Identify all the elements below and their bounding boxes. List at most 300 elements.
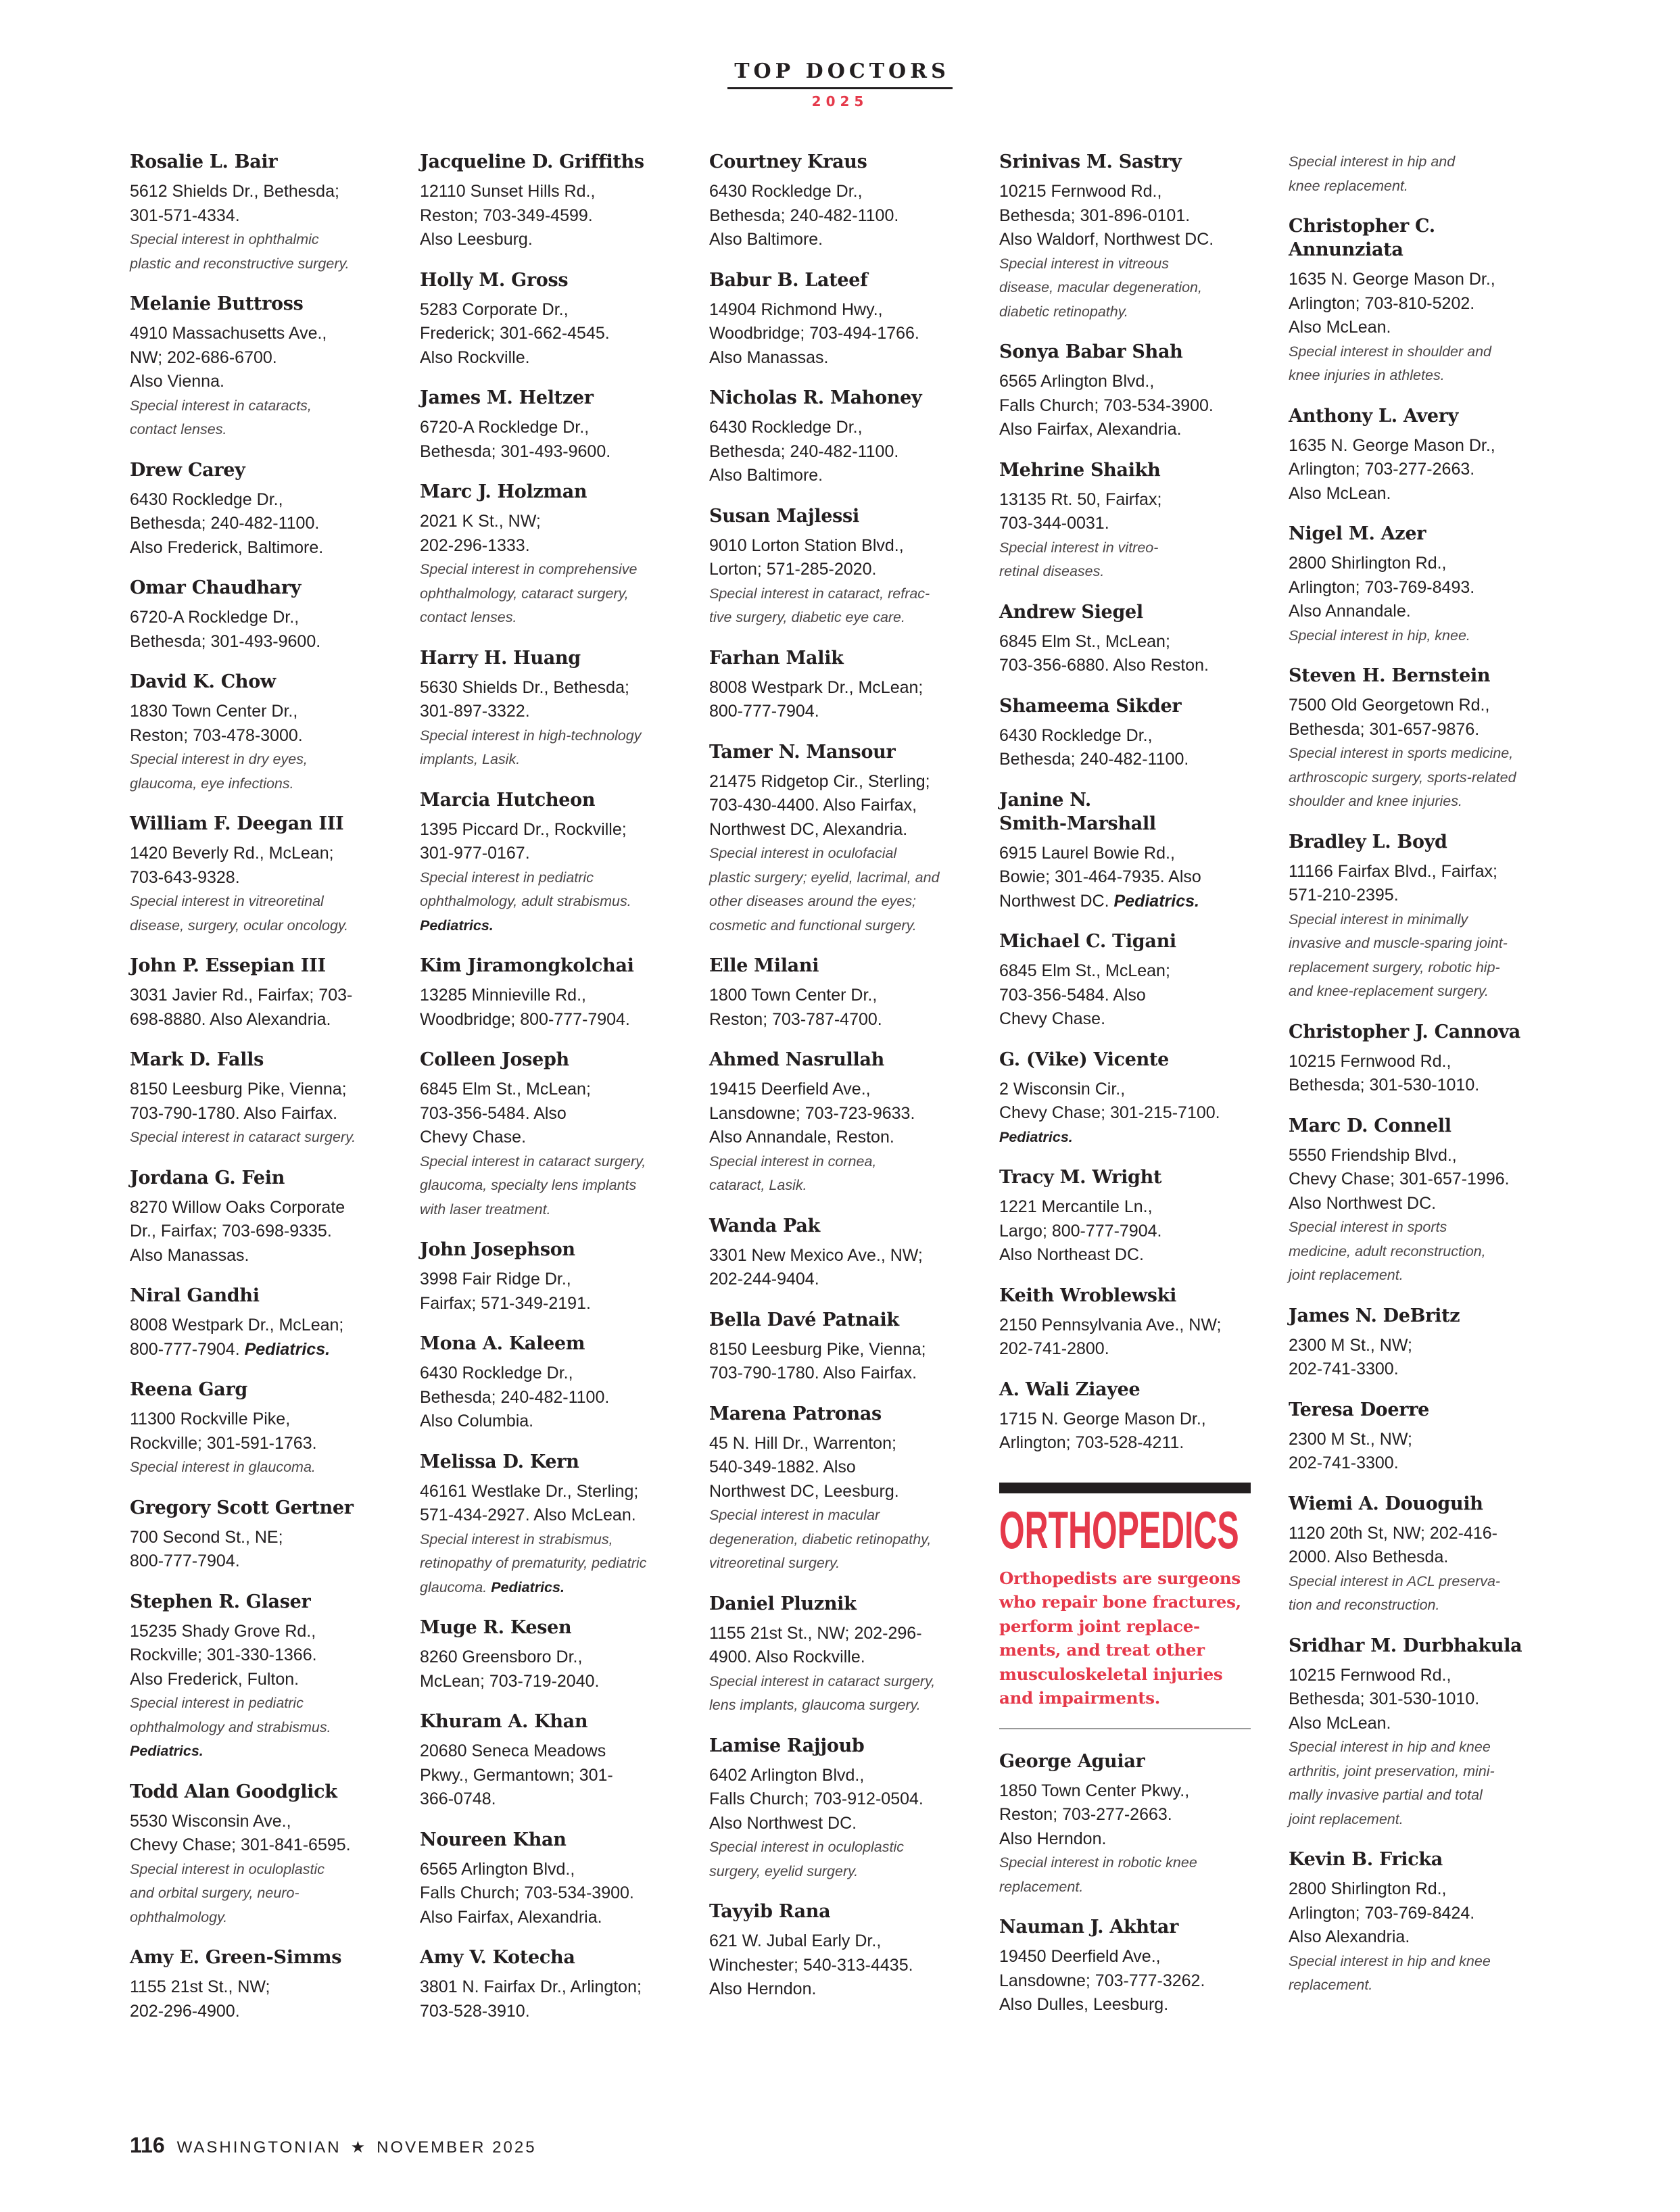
doctor-specialty <box>709 1835 969 1883</box>
doctor-specialty <box>1289 1216 1549 1288</box>
doctor-address <box>130 488 390 560</box>
doctor-address <box>1289 268 1549 340</box>
doctor-entry <box>130 1284 390 1362</box>
doctor-name: Bella Davé Patnaik <box>709 1309 899 1330</box>
column-1 <box>130 150 390 2040</box>
doctor-entry <box>420 150 680 252</box>
address-text: 6430 Rockledge Dr., Bethesda; 240-482-1100. Also Baltimore. <box>709 182 899 249</box>
doctor-entry <box>420 1238 680 1316</box>
doctor-specialty <box>130 394 390 442</box>
doctor-specialty <box>130 1126 390 1150</box>
doctor-specialty <box>1289 340 1549 388</box>
doctor-address <box>420 298 680 370</box>
doctor-name: Melissa D. Kern <box>420 1451 579 1472</box>
doctor-entry <box>999 340 1259 442</box>
doctor-entry <box>420 1332 680 1434</box>
specialty-text: Special interest in vitreoretinal disease, surgery, ocular oncology. <box>130 893 349 934</box>
doctor-specialty <box>1289 1570 1549 1618</box>
doctor-address <box>999 724 1259 772</box>
address-text: 21475 Ridgetop Cir., Sterling; 703-430-4400. Also Fairfax, Northwest DC, Alexandria. <box>709 771 930 839</box>
specialty-text: Special interest in high-technology implants, Lasik. <box>420 727 642 767</box>
doctor-name: Lamise Rajjoub <box>709 1735 865 1756</box>
doctor-name: George Aguiar <box>999 1750 1145 1772</box>
doctor-address <box>709 1622 969 1670</box>
doctor-name: Marcia Hutcheon <box>420 789 596 811</box>
doctor-name: Susan Majlessi <box>709 505 859 527</box>
doctor-name: Gregory Scott Gertner <box>130 1497 354 1518</box>
doctor-name: Colleen Joseph <box>420 1049 569 1070</box>
doctor-address <box>1289 1428 1549 1476</box>
doctor-entry <box>130 812 390 938</box>
doctor-address <box>1289 1144 1549 1216</box>
address-text: 6430 Rockledge Dr., Bethesda; 240-482-1100. Also Columbia. <box>420 1364 610 1430</box>
issue-date: NOVEMBER 2025 <box>377 2138 537 2157</box>
doctor-address <box>999 959 1259 1032</box>
doctor-address <box>999 1408 1259 1456</box>
doctor-entry <box>709 1900 969 2002</box>
doctor-address <box>1289 552 1549 624</box>
doctor-entry <box>130 1048 390 1150</box>
address-text: 1800 Town Center Dr., Reston; 703-787-4700. <box>709 986 882 1029</box>
doctor-specialty <box>420 1528 680 1600</box>
doctor-entry <box>130 954 390 1032</box>
doctor-specialty <box>130 748 390 796</box>
doctor-address <box>999 370 1259 442</box>
address-text: 11166 Fairfax Blvd., Fairfax; 571-210-2395. <box>1289 861 1497 905</box>
address-text: 5283 Corporate Dr., Frederick; 301-662-4545. Also Rockville. <box>420 299 610 367</box>
doctor-address <box>420 676 680 724</box>
specialty-text: Special interest in oculofacial plastic surgery; eyelid, lacrimal, and other diseases around the eyes; cosmetic and functional surgery. <box>709 845 940 934</box>
specialty-text: Special interest in minimally invasive and muscle-sparing joint- replacement surgery, robotic hip- and knee-replacement surgery. <box>1289 911 1508 999</box>
address-text: 8008 Westpark Dr., McLean; 800-777-7904. <box>130 1316 344 1359</box>
doctor-specialty <box>420 724 680 772</box>
doctor-name: Niral Gandhi <box>130 1285 260 1306</box>
continued-entry <box>1289 150 1549 198</box>
address-text: 6720-A Rockledge Dr., Bethesda; 301-493-9600. <box>420 418 611 461</box>
address-text: 6720-A Rockledge Dr., Bethesda; 301-493-9600. <box>130 608 321 651</box>
doctor-specialty <box>130 1858 390 1930</box>
address-text: 19450 Deerfield Ave., Lansdowne; 703-777-3262. Also Dulles, Leesburg. <box>999 1947 1205 2014</box>
address-text: 5630 Shields Dr., Bethesda; 301-897-3322. <box>420 677 629 721</box>
address-text: 3998 Fair Ridge Dr., Fairfax; 571-349-2191. <box>420 1270 591 1313</box>
address-text: 8008 Westpark Dr., McLean; 800-777-7904. <box>709 677 923 721</box>
doctor-specialty <box>1289 624 1549 648</box>
doctor-entry <box>709 1048 969 1198</box>
doctor-address <box>999 630 1259 678</box>
pediatrics-badge: Pediatrics. <box>999 1128 1073 1145</box>
address-text: 2021 K St., NW; 202-296-1333. <box>420 512 541 555</box>
doctor-specialty <box>420 866 680 938</box>
doctor-specialty <box>1289 1735 1549 1831</box>
address-text: 13285 Minnieville Rd., Woodbridge; 800-777-7904. <box>420 986 630 1029</box>
doctor-name: Ahmed Nasrullah <box>709 1049 884 1070</box>
doctor-name: Amy V. Kotecha <box>420 1947 575 1968</box>
doctor-name: Amy E. Green-Simms <box>130 1947 342 1968</box>
doctor-address <box>130 322 390 394</box>
address-text: 2300 M St., NW; 202-741-3300. <box>1289 1335 1412 1378</box>
address-text: 19415 Deerfield Ave., Lansdowne; 703-723-9633. Also Annandale, Reston. <box>709 1080 915 1147</box>
address-text: 1395 Piccard Dr., Rockville; 301-977-0167. <box>420 819 627 863</box>
doctor-address <box>999 842 1259 914</box>
specialty-text: Special interest in pediatric ophthalmology, adult strabismus. <box>420 869 631 909</box>
doctor-name: Teresa Doerre <box>1289 1399 1430 1420</box>
doctor-address <box>130 1810 390 1858</box>
doctor-entry <box>999 150 1259 324</box>
doctor-entry <box>1289 1114 1549 1288</box>
column-2 <box>420 150 680 2040</box>
address-text: 4910 Massachusetts Ave., NW; 202-686-6700. Also Vienna. <box>130 324 327 391</box>
doctor-name: Christopher J. Cannova <box>1289 1021 1520 1042</box>
doctor-address <box>130 1408 390 1456</box>
doctor-entry <box>130 1780 390 1930</box>
doctor-address <box>709 1244 969 1292</box>
doctor-entry <box>1289 1492 1549 1618</box>
section-year: 2025 <box>811 93 869 110</box>
specialty-text: Special interest in sports medicine, adult reconstruction, joint replacement. <box>1289 1219 1486 1283</box>
magazine-name: WASHINGTONIAN <box>176 2138 341 2157</box>
doctor-name: Steven H. Bernstein <box>1289 665 1491 686</box>
address-text: 5612 Shields Dr., Bethesda; 301-571-4334. <box>130 182 339 225</box>
doctor-address <box>130 606 390 654</box>
doctor-entry <box>999 788 1259 914</box>
doctor-name: Babur B. Lateef <box>709 269 868 291</box>
doctor-address <box>1289 1334 1549 1382</box>
doctor-entry <box>1289 1398 1549 1476</box>
column-5 <box>1289 150 1549 2014</box>
address-text: 6565 Arlington Blvd., Falls Church; 703-534-3900. Also Fairfax, Alexandria. <box>420 1859 634 1927</box>
address-text: 8150 Leesburg Pike, Vienna; 703-790-1780. Also Fairfax. <box>130 1080 347 1123</box>
doctor-address <box>709 1764 969 1836</box>
doctor-address <box>1289 860 1549 908</box>
doctor-address <box>709 180 969 252</box>
doctor-entry <box>130 458 390 560</box>
doctor-name: Khuram A. Khan <box>420 1711 588 1732</box>
doctor-entry <box>709 954 969 1032</box>
doctor-entry <box>999 694 1259 772</box>
doctor-specialty <box>420 558 680 630</box>
specialty-text: Special interest in glaucoma. <box>130 1459 316 1475</box>
doctor-name: Melanie Buttross <box>130 293 304 314</box>
address-text: 6915 Laurel Bowie Rd., Bowie; 301-464-7935. Also Northwest DC. <box>999 843 1201 911</box>
address-text: 1850 Town Center Pkwy., Reston; 703-277-2663. Also Herndon. <box>999 1781 1190 1848</box>
specialty-text: Special interest in hip, knee. <box>1289 627 1470 644</box>
doctor-address <box>999 488 1259 536</box>
doctor-address <box>130 180 390 228</box>
doctor-specialty <box>1289 908 1549 1004</box>
doctor-name: William F. Deegan III <box>130 813 344 834</box>
doctor-entry <box>709 268 969 370</box>
specialty-text: Special interest in oculoplastic surgery, eyelid surgery. <box>709 1839 905 1879</box>
doctor-address <box>420 1858 680 1930</box>
address-text: 1221 Mercantile Ln., Largo; 800-777-7904. Also Northeast DC. <box>999 1197 1162 1264</box>
doctor-specialty <box>420 1150 680 1222</box>
pediatrics-badge: Pediatrics. <box>1113 891 1199 911</box>
doctor-address <box>130 1196 390 1268</box>
orthopedics-section-header <box>999 1483 1259 1729</box>
specialty-text: Special interest in cornea, cataract, Lasik. <box>709 1153 877 1193</box>
doctor-name: Marc D. Connell <box>1289 1115 1451 1136</box>
address-text: 1155 21st St., NW; 202-296- 4900. Also Rockville. <box>709 1623 922 1666</box>
column-3 <box>709 150 969 2018</box>
doctor-name: Srinivas M. Sastry <box>999 151 1182 172</box>
address-text: 46161 Westlake Dr., Sterling; 571-434-2927. Also McLean. <box>420 1481 639 1524</box>
doctor-specialty <box>999 1851 1259 1899</box>
doctor-entry <box>420 646 680 772</box>
doctor-entry <box>999 930 1259 1032</box>
address-text: 2800 Shirlington Rd., Arlington; 703-769-8424. Also Alexandria. <box>1289 1879 1475 1946</box>
doctor-name: Drew Carey <box>130 459 245 481</box>
doctor-name: Mehrine Shaikh <box>999 459 1161 481</box>
address-text: 14904 Richmond Hwy., Woodbridge; 703-494-1766. Also Manassas. <box>709 299 919 367</box>
doctor-address <box>999 1945 1259 2017</box>
doctor-name: Marena Patronas <box>709 1403 882 1424</box>
doctor-name: Shameema Sikder <box>999 695 1182 717</box>
specialty-text: Special interest in ophthalmic plastic and reconstructive surgery. <box>130 231 350 272</box>
address-text: 2800 Shirlington Rd., Arlington; 703-769-8493. Also Annandale. <box>1289 554 1475 621</box>
doctor-name: Rosalie L. Bair <box>130 151 278 172</box>
doctor-name: Omar Chaudhary <box>130 577 302 598</box>
specialty-text: Special interest in cataracts, contact lenses. <box>130 397 312 437</box>
section-title: TOP DOCTORS <box>727 59 953 89</box>
doctor-entry <box>709 1734 969 1884</box>
specialty-text: Special interest in shoulder and knee injuries in athletes. <box>1289 343 1491 383</box>
doctor-name: Christopher C. Annunziata <box>1289 216 1435 260</box>
specialty-text: Special interest in vitreous disease, macular degeneration, diabetic retinopathy. <box>999 255 1202 320</box>
doctor-entry <box>999 1378 1259 1456</box>
address-text: 1715 N. George Mason Dr., Arlington; 703-528-4211. <box>999 1409 1206 1452</box>
doctor-entry <box>130 150 390 276</box>
doctor-address <box>420 1739 680 1812</box>
doctor-specialty <box>130 890 390 938</box>
doctor-specialty: Special interest in hip and knee replacement. <box>1289 153 1456 194</box>
doctor-address <box>999 1078 1259 1150</box>
doctor-name: Sridhar M. Durbhakula <box>1289 1635 1522 1656</box>
doctor-entry <box>420 480 680 630</box>
star-icon: ★ <box>350 2138 368 2157</box>
doctor-entry <box>1289 1304 1549 1382</box>
address-text: 45 N. Hill Dr., Warrenton; 540-349-1882. Also Northwest DC, Leesburg. <box>709 1433 899 1501</box>
doctor-address <box>709 416 969 488</box>
doctor-address <box>709 984 969 1032</box>
doctor-specialty <box>999 252 1259 324</box>
specialty-text: Special interest in cataract surgery. <box>130 1129 356 1145</box>
doctor-specialty <box>709 1670 969 1718</box>
doctor-entry <box>709 1214 969 1292</box>
doctor-address <box>999 1779 1259 1852</box>
doctor-name: Marc J. Holzman <box>420 481 587 502</box>
doctor-entry <box>420 386 680 464</box>
specialty-text: Special interest in vitreo- retinal diseases. <box>999 539 1159 579</box>
address-text: 5530 Wisconsin Ave., Chevy Chase; 301-841-6595. <box>130 1811 351 1854</box>
doctor-specialty <box>130 1456 390 1480</box>
doctor-address <box>709 298 969 370</box>
address-text: 700 Second St., NE; 800-777-7904. <box>130 1527 283 1570</box>
address-text: 2150 Pennsylvania Ave., NW; 202-741-2800. <box>999 1315 1222 1358</box>
doctor-name: Janine N. Smith-Marshall <box>999 789 1156 834</box>
page-header <box>0 59 1680 110</box>
doctor-address <box>709 1338 969 1386</box>
specialty-text: Special interest in cataract surgery, glaucoma, specialty lens implants with laser treatment. <box>420 1153 646 1218</box>
doctor-address <box>130 1620 390 1692</box>
pediatrics-badge: Pediatrics. <box>420 917 494 934</box>
doctor-name: James M. Heltzer <box>420 387 594 408</box>
address-text: 1120 20th St, NW; 202-416- 2000. Also Bethesda. <box>1289 1523 1497 1566</box>
doctor-name: Nigel M. Azer <box>1289 523 1426 544</box>
doctor-name: James N. DeBritz <box>1289 1305 1460 1326</box>
specialty-text: Special interest in cataract, refrac- tive surgery, diabetic eye care. <box>709 585 930 625</box>
specialty-text: Special interest in dry eyes, glaucoma, eye infections. <box>130 751 308 792</box>
doctor-entry <box>999 600 1259 678</box>
address-text: 6430 Rockledge Dr., Bethesda; 240-482-1100. Also Frederick, Baltimore. <box>130 489 324 557</box>
doctor-name: Courtney Kraus <box>709 151 867 172</box>
doctor-entry <box>420 1710 680 1812</box>
doctor-entry <box>999 458 1259 584</box>
doctor-entry <box>1289 522 1549 648</box>
doctor-address <box>420 1078 680 1150</box>
doctor-entry <box>1289 1020 1549 1098</box>
page-number: 116 <box>130 2133 165 2157</box>
pediatrics-badge: Pediatrics. <box>244 1339 331 1359</box>
address-text: 10215 Fernwood Rd., Bethesda; 301-530-1010. <box>1289 1051 1480 1095</box>
address-text: 6402 Arlington Blvd., Falls Church; 703-912-0504. Also Northwest DC. <box>709 1765 923 1833</box>
address-text: 3301 New Mexico Ave., NW; 202-244-9404. <box>709 1245 923 1289</box>
doctor-address <box>130 1314 390 1362</box>
address-text: 3801 N. Fairfax Dr., Arlington; 703-528-3910. <box>420 1977 642 2021</box>
doctor-address <box>420 1480 680 1528</box>
doctor-address <box>709 534 969 582</box>
address-text: 13135 Rt. 50, Fairfax; 703-344-0031. <box>999 489 1162 533</box>
address-text: 1635 N. George Mason Dr., Arlington; 703-277-2663. Also McLean. <box>1289 435 1495 503</box>
doctor-name: Tayyib Rana <box>709 1901 831 1922</box>
specialty-text: Special interest in hip and knee replacement. <box>1289 1952 1491 1993</box>
doctor-name: Holly M. Gross <box>420 269 569 291</box>
doctor-address <box>420 1362 680 1434</box>
doctor-entry <box>999 1284 1259 1362</box>
doctor-name: Muge R. Kesen <box>420 1617 572 1638</box>
doctor-name: Keith Wroblewski <box>999 1284 1177 1306</box>
orthopedics-description: Orthopedists are surgeons who repair bone fractures, perform joint replace- ments, and treat other musculoskeletal injuries and impairments. <box>999 1566 1251 1729</box>
page-footer <box>130 2133 537 2158</box>
doctor-name: Farhan Malik <box>709 647 844 669</box>
doctor-entry <box>1289 214 1549 388</box>
doctor-address <box>420 818 680 866</box>
doctor-address <box>1289 1522 1549 1570</box>
orthopedics-title: ORTHOPEDICS <box>999 1499 1239 1560</box>
doctor-address <box>420 984 680 1032</box>
address-text: 1420 Beverly Rd., McLean; 703-643-9328. <box>130 844 334 887</box>
column-4 <box>999 150 1259 2034</box>
doctor-entry <box>130 1590 390 1764</box>
doctor-specialty <box>1289 742 1549 814</box>
doctor-name: G. (Vike) Vicente <box>999 1049 1169 1070</box>
doctor-address <box>420 510 680 558</box>
specialty-text: Special interest in ACL preserva- tion and reconstruction. <box>1289 1572 1501 1613</box>
address-text: 2300 M St., NW; 202-741-3300. <box>1289 1429 1412 1472</box>
doctor-name: Stephen R. Glaser <box>130 1591 311 1612</box>
doctor-name: John P. Essepian III <box>130 955 326 976</box>
doctor-address <box>1289 694 1549 742</box>
doctor-entry <box>130 1946 390 2023</box>
specialty-text: Special interest in robotic knee replacement. <box>999 1854 1197 1895</box>
doctor-name: Nauman J. Akhtar <box>999 1917 1179 1938</box>
doctor-address <box>709 770 969 842</box>
specialty-text: Special interest in macular degeneration, diabetic retinopathy, vitreoretinal surgery. <box>709 1507 932 1571</box>
address-text: 10215 Fernwood Rd., Bethesda; 301-896-0101. Also Waldorf, Northwest DC. <box>999 182 1214 249</box>
doctor-specialty <box>130 228 390 276</box>
doctor-specialty <box>709 1150 969 1198</box>
doctor-entry <box>709 740 969 938</box>
doctor-name: Wanda Pak <box>709 1215 820 1236</box>
doctor-address <box>420 1268 680 1316</box>
doctor-entry <box>130 1166 390 1268</box>
doctor-entry <box>1289 404 1549 506</box>
doctor-entry <box>420 268 680 370</box>
address-text: 7500 Old Georgetown Rd., Bethesda; 301-657-9876. <box>1289 696 1490 739</box>
address-text: 12110 Sunset Hills Rd., Reston; 703-349-4599. Also Leesburg. <box>420 182 596 249</box>
doctor-entry <box>999 1750 1259 1900</box>
address-text: 10215 Fernwood Rd., Bethesda; 301-530-1010. Also McLean. <box>1289 1665 1480 1733</box>
doctor-entry <box>420 788 680 938</box>
doctor-address <box>420 180 680 252</box>
doctor-name: A. Wali Ziayee <box>999 1378 1141 1400</box>
doctor-specialty <box>1289 1950 1549 1998</box>
doctor-address <box>709 1432 969 1504</box>
doctor-entry <box>709 1308 969 1386</box>
doctor-address <box>130 700 390 748</box>
doctor-address <box>709 1929 969 2002</box>
address-text: 6430 Rockledge Dr., Bethesda; 240-482-1100. Also Baltimore. <box>709 418 899 485</box>
doctor-name: Reena Garg <box>130 1379 247 1400</box>
doctor-address <box>999 1314 1259 1362</box>
doctor-address <box>130 984 390 1032</box>
doctor-entry <box>1289 1634 1549 1832</box>
doctor-address <box>1289 434 1549 506</box>
doctor-name: Bradley L. Boyd <box>1289 831 1447 852</box>
doctor-name: David K. Chow <box>130 671 276 692</box>
doctor-name: Michael C. Tigani <box>999 931 1176 952</box>
specialty-text: Special interest in comprehensive ophthalmology, cataract surgery, contact lenses. <box>420 561 638 625</box>
doctor-address <box>420 416 680 464</box>
doctor-specialty <box>709 582 969 630</box>
doctor-entry <box>1289 664 1549 814</box>
doctor-entry <box>420 1616 680 1693</box>
specialty-text: Special interest in oculoplastic and orbital surgery, neuro- ophthalmology. <box>130 1860 325 1925</box>
doctor-name: Sonya Babar Shah <box>999 341 1183 362</box>
doctor-entry <box>709 504 969 630</box>
doctor-name: Daniel Pluznik <box>709 1593 857 1614</box>
doctor-entry <box>1289 830 1549 1004</box>
doctor-entry <box>709 1592 969 1718</box>
doctor-name: Mona A. Kaleem <box>420 1333 585 1354</box>
doctor-entry <box>130 576 390 654</box>
doctor-entry <box>1289 1848 1549 1998</box>
doctor-entry <box>709 150 969 252</box>
doctor-address <box>130 1526 390 1574</box>
doctor-address <box>999 180 1259 252</box>
address-text: 20680 Seneca Meadows Pkwy., Germantown; 301- 366-0748. <box>420 1741 613 1808</box>
doctor-name: Jordana G. Fein <box>130 1167 285 1188</box>
doctor-specialty <box>130 1691 390 1764</box>
doctor-entry <box>999 1915 1259 2017</box>
address-text: 1635 N. George Mason Dr., Arlington; 703-810-5202. Also McLean. <box>1289 270 1495 337</box>
doctor-name: Wiemi A. Douoguih <box>1289 1493 1483 1514</box>
specialty-text: Special interest in cataract surgery, lens implants, glaucoma surgery. <box>709 1673 936 1713</box>
address-text: 5550 Friendship Blvd., Chevy Chase; 301-657-1996. Also Northwest DC. <box>1289 1145 1510 1213</box>
doctor-name: Elle Milani <box>709 955 819 976</box>
doctor-entry <box>709 1402 969 1576</box>
doctor-name: Kevin B. Fricka <box>1289 1849 1443 1870</box>
doctor-entry <box>130 670 390 796</box>
